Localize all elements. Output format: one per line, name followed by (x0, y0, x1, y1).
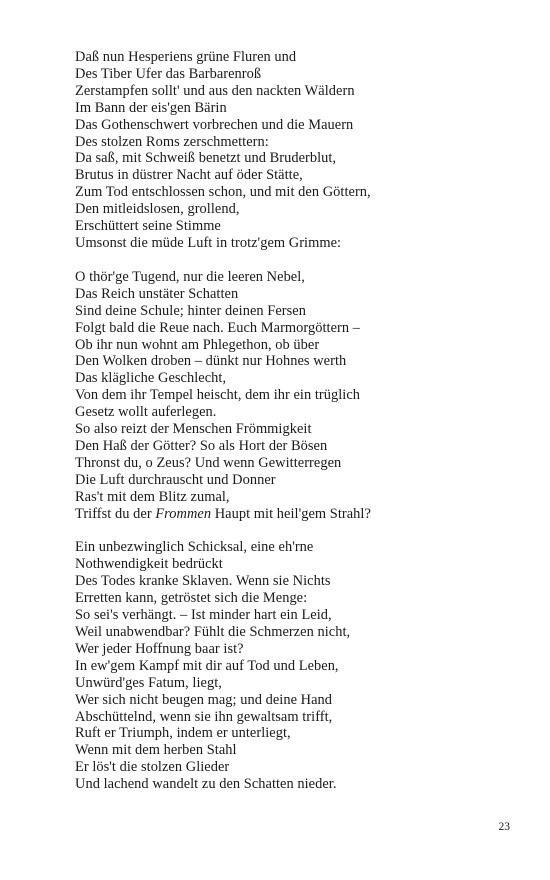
verse-line: Von dem ihr Tempel heischt, dem ihr ein trüglich (75, 387, 361, 404)
stanza-2 (75, 269, 525, 523)
verse-line: Zum Tod entschlossen schon, und mit den Göttern, (75, 184, 371, 201)
verse-line: Die Luft durchrauscht und Donner (75, 471, 276, 488)
verse-line: In ew'gem Kampf mit dir auf Tod und Leben, (75, 657, 339, 674)
verse-line: Den Haß der Götter? So als Hort der Bösen (75, 437, 328, 454)
verse-line: Das Gothenschwert vorbrechen und die Mauern (75, 116, 354, 133)
verse-line: Erschüttert seine Stimme (75, 218, 221, 235)
verse-line: Wer jeder Hoffnung baar ist? (75, 640, 244, 657)
verse-line: Zerstampfen sollt' und aus den nackten Wäldern (75, 82, 355, 99)
verse-line: Den mitleidslosen, grollend, (75, 201, 240, 218)
verse-line: Weil unabwendbar? Fühlt die Schmerzen nicht, (75, 624, 351, 640)
line-text: Haupt mit heil'gem Strahl? (211, 505, 371, 522)
verse-line: Umsonst die müde Luft in trotz'gem Grimme: (75, 234, 342, 251)
verse-line: Ob ihr nun wohnt am Phlegethon, ob über (75, 336, 320, 353)
stanza-3 (75, 539, 525, 793)
verse-line: So also reizt der Menschen Frömmigkeit (75, 421, 312, 438)
verse-line: Wenn mit dem herben Stahl (75, 742, 237, 759)
verse-line-with-emphasis (75, 506, 525, 523)
verse-line: Des Tiber Ufer das Barbarenroß (75, 65, 262, 82)
poem-text (75, 49, 525, 793)
verse-line: Brutus in düstrer Nacht auf öder Stätte, (75, 167, 303, 184)
verse-line: Unwürd'ges Fatum, liegt, (75, 674, 222, 691)
page-number: 23 (498, 821, 510, 833)
verse-line: Daß nun Hesperiens grüne Fluren und (75, 49, 297, 65)
verse-line: Im Bann der eis'gen Bärin (75, 99, 227, 116)
verse-line: Das Reich unstäter Schatten (75, 285, 239, 302)
emphasized-word: Frommen (155, 505, 212, 522)
verse-line: Den Wolken droben – dünkt nur Hohnes werth (75, 353, 347, 370)
verse-line: Thronst du, o Zeus? Und wenn Gewitterregen (75, 454, 342, 471)
verse-line: Ein unbezwinglich Schicksal, eine eh'rne (75, 539, 314, 556)
line-text: Triffst du der (75, 505, 156, 522)
verse-line: Nothwendigkeit bedrückt (75, 556, 223, 573)
verse-line: Des stolzen Roms zerschmettern: (75, 133, 269, 150)
stanza-1 (75, 49, 525, 252)
verse-line: So sei's verhängt. – Ist minder hart ein Leid, (75, 607, 332, 624)
verse-line: Da saß, mit Schweiß benetzt und Bruderblut, (75, 150, 337, 167)
verse-line: Und lachend wandelt zu den Schatten nieder. (75, 776, 337, 793)
verse-line: Folgt bald die Reue nach. Euch Marmorgöttern – (75, 319, 360, 336)
verse-line: Wer sich nicht beugen mag; und deine Hand (75, 691, 333, 708)
verse-line: Das klägliche Geschlecht, (75, 370, 227, 387)
verse-line: O thör'ge Tugend, nur die leeren Nebel, (75, 268, 305, 285)
verse-line: Sind deine Schule; hinter deinen Fersen (75, 302, 306, 319)
verse-line: Ras't mit dem Blitz zumal, (75, 488, 230, 505)
verse-line: Des Todes kranke Sklaven. Wenn sie Nichts (75, 573, 331, 590)
verse-line: Erretten kann, getröstet sich die Menge: (75, 590, 308, 607)
verse-line: Ruft er Triumph, indem er unterliegt, (75, 725, 291, 742)
verse-line: Gesetz wollt auferlegen. (75, 404, 217, 421)
verse-line: Er lös't die stolzen Glieder (75, 759, 230, 776)
verse-line: Abschüttelnd, wenn sie ihn gewaltsam trifft, (75, 708, 333, 725)
